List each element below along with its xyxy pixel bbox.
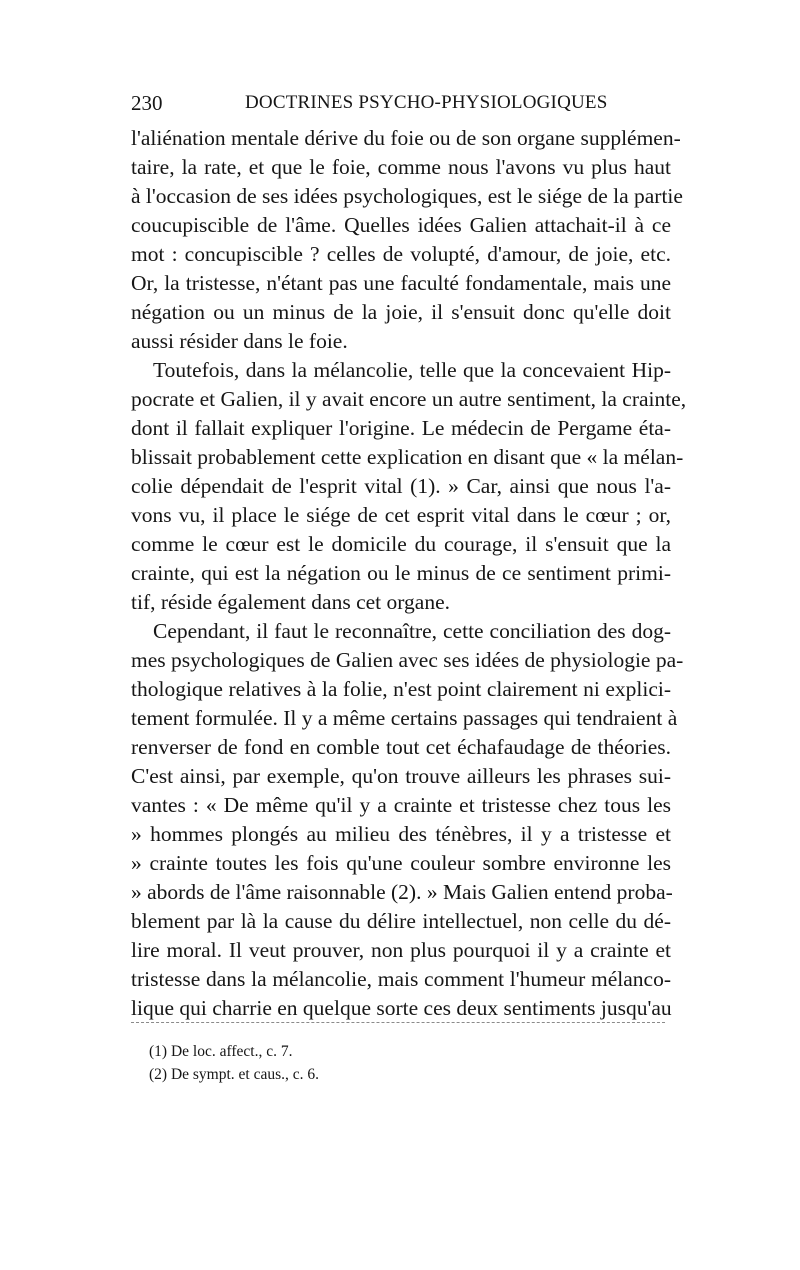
text-line: tement formulée. Il y a même certains passages qui tendraient à: [131, 706, 678, 730]
footnotes: [149, 1040, 649, 1086]
text-line: renverser de fond en comble tout cet échafaudage de théories.: [131, 735, 671, 759]
footnote: (2) De sympt. et caus., c. 6.: [149, 1066, 320, 1083]
body-text: [131, 124, 687, 1023]
text-line: comme le cœur est le domicile du courage, il s'ensuit que la: [131, 532, 671, 556]
text-line: coucupiscible de l'âme. Quelles idées Galien attachait-il à ce: [131, 213, 671, 237]
text-line: lique qui charrie en quelque sorte ces deux sentiments jusqu'au: [131, 996, 672, 1020]
text-line: crainte, qui est la négation ou le minus de ce sentiment primi-: [131, 561, 671, 585]
text-line: blement par là la cause du délire intellectuel, non celle du dé-: [131, 909, 671, 933]
footnote-divider: [131, 1022, 665, 1023]
text-line: tristesse dans la mélancolie, mais comment l'humeur mélanco-: [131, 967, 671, 991]
text-line: » abords de l'âme raisonnable (2). » Mais Galien entend proba-: [131, 880, 673, 904]
text-line: blissait probablement cette explication en disant que « la mélan-: [131, 445, 684, 469]
text-line: C'est ainsi, par exemple, qu'on trouve ailleurs les phrases sui-: [131, 764, 671, 788]
text-line: thologique relatives à la folie, n'est point clairement ni explici-: [131, 677, 671, 701]
text-line: mes psychologiques de Galien avec ses idées de physiologie pa-: [131, 648, 684, 672]
text-line: tif, réside également dans cet organe.: [131, 590, 450, 614]
page-number: 230: [131, 91, 163, 115]
footnote: (1) De loc. affect., c. 7.: [149, 1043, 293, 1060]
text-line: aussi résider dans le foie.: [131, 329, 348, 353]
text-line: à l'occasion de ses idées psychologiques, est le siége de la partie: [131, 184, 683, 208]
text-line: pocrate et Galien, il y avait encore un autre sentiment, la crainte,: [131, 387, 687, 411]
text-line: Or, la tristesse, n'étant pas une faculté fondamentale, mais une: [131, 271, 671, 295]
text-line: Toutefois, dans la mélancolie, telle que la concevaient Hip-: [153, 358, 671, 382]
text-line: l'aliénation mentale dérive du foie ou de son organe supplémen-: [131, 126, 681, 150]
text-line: colie dépendait de l'esprit vital (1). » Car, ainsi que nous l'a-: [131, 474, 671, 498]
running-title: DOCTRINES PSYCHO-PHYSIOLOGIQUES: [245, 92, 608, 113]
text-line: taire, la rate, et que le foie, comme nous l'avons vu plus haut: [131, 155, 671, 179]
text-line: lire moral. Il veut prouver, non plus pourquoi il y a crainte et: [131, 938, 671, 962]
text-line: Cependant, il faut le reconnaître, cette conciliation des dog-: [153, 619, 671, 643]
text-line: dont il fallait expliquer l'origine. Le médecin de Pergame éta-: [131, 416, 671, 440]
text-line: vons vu, il place le siége de cet esprit vital dans le cœur ; or,: [131, 503, 671, 527]
text-line: négation ou un minus de la joie, il s'ensuit donc qu'elle doit: [131, 300, 671, 324]
text-line: vantes : « De même qu'il y a crainte et tristesse chez tous les: [131, 793, 671, 817]
text-line: » hommes plongés au milieu des ténèbres, il y a tristesse et: [131, 822, 671, 846]
text-line: » crainte toutes les fois qu'une couleur sombre environne les: [131, 851, 671, 875]
text-line: mot : concupiscible ? celles de volupté, d'amour, de joie, etc.: [131, 242, 671, 266]
page-header: [131, 90, 671, 116]
